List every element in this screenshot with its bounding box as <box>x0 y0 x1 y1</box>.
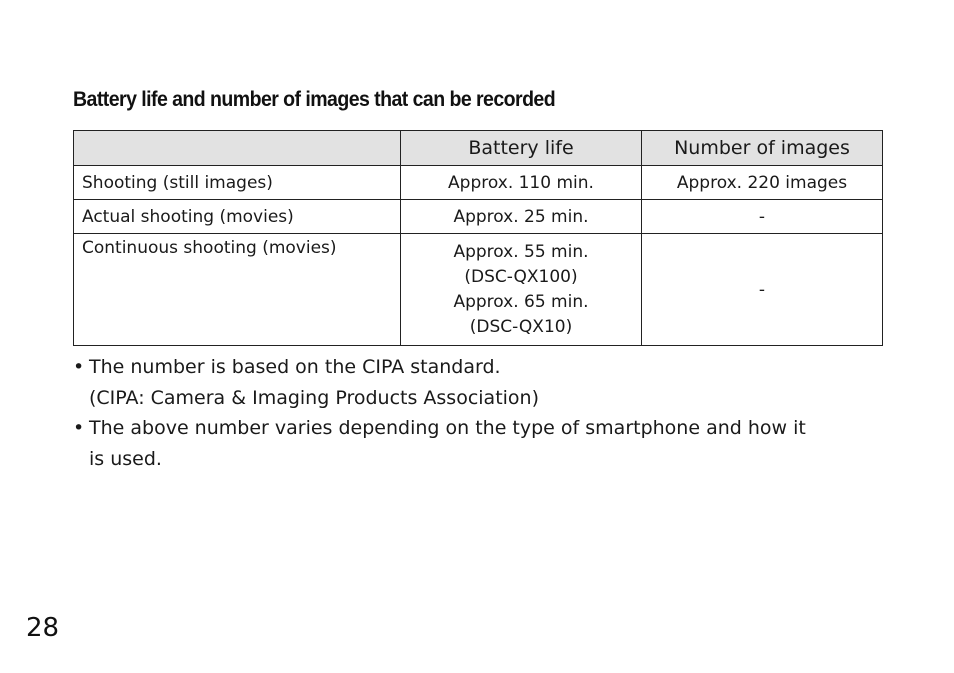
battery-life-table <box>73 130 883 346</box>
note-text: The number is based on the CIPA standard. <box>89 356 501 378</box>
note-text: is used. <box>89 447 162 470</box>
battery-life-line: Approx. 55 min. <box>453 241 589 262</box>
note-text: (CIPA: Camera & Imaging Products Association) <box>89 386 539 409</box>
number-of-images-value: - <box>642 234 883 346</box>
battery-life-value: Approx. 25 min. <box>401 200 642 234</box>
note-text: The above number varies depending on the type of smartphone and how it <box>89 417 806 439</box>
model-note: (DSC-QX100) <box>464 266 578 287</box>
row-label: Continuous shooting (movies) <box>74 234 401 346</box>
notes-list <box>73 352 893 474</box>
battery-life-line: Approx. 65 min. <box>453 291 589 312</box>
page-number: 28 <box>26 613 60 643</box>
row-label: Shooting (still images) <box>74 166 401 200</box>
battery-life-value: Approx. 110 min. <box>401 166 642 200</box>
model-note: (DSC-QX10) <box>469 316 573 337</box>
header-battery-life: Battery life <box>401 131 642 166</box>
bullet-icon: • <box>73 356 85 378</box>
table-row <box>74 200 883 234</box>
number-of-images-value: Approx. 220 images <box>642 166 883 200</box>
row-label: Actual shooting (movies) <box>74 200 401 234</box>
header-number-of-images: Number of images <box>642 131 883 166</box>
table-header-row <box>74 131 883 166</box>
number-of-images-value: - <box>642 200 883 234</box>
section-title: Battery life and number of images that can be recorded <box>73 88 556 111</box>
battery-life-value <box>401 234 642 346</box>
table-row <box>74 234 883 346</box>
list-item <box>73 413 893 474</box>
bullet-icon: • <box>73 417 85 439</box>
table-row <box>74 166 883 200</box>
list-item <box>73 352 893 413</box>
header-empty-cell <box>74 131 401 166</box>
